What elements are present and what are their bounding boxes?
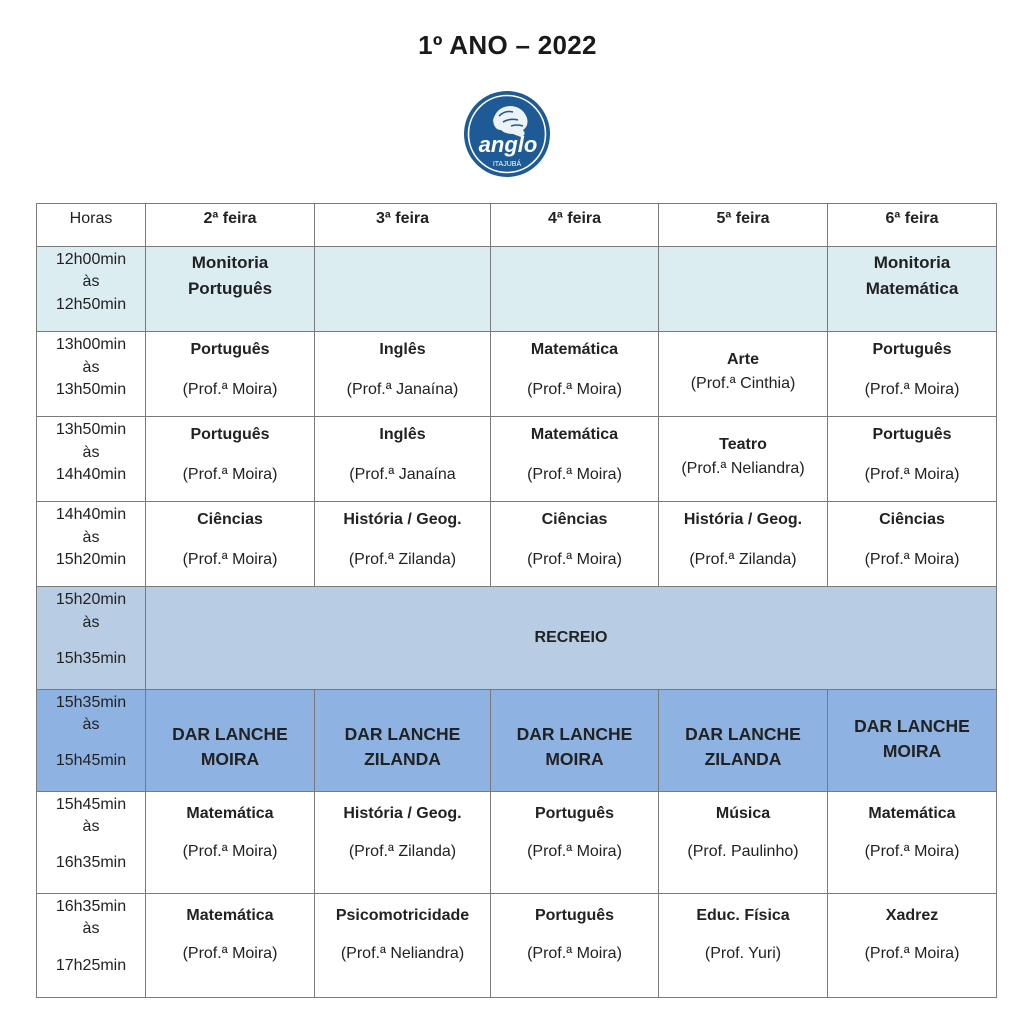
- monitoria-subject: Matemática: [865, 278, 959, 298]
- teacher: (Prof.ª Zilanda): [348, 843, 457, 861]
- header-day: 2ª feira: [146, 204, 315, 247]
- class-cell: [828, 791, 997, 893]
- subject: Português: [190, 426, 270, 444]
- subject: Teatro: [719, 436, 767, 454]
- teacher: (Prof.ª Moira): [864, 843, 960, 861]
- subject: Português: [534, 804, 615, 822]
- empty-cell: [659, 247, 828, 332]
- time-cell: [37, 893, 146, 997]
- subject: Português: [872, 341, 952, 359]
- lanche-text: DAR LANCHE MOIRA: [172, 723, 288, 769]
- class-cell: [146, 893, 315, 997]
- time-start: 14h40min: [55, 506, 127, 524]
- teacher: (Prof.ª Moira): [864, 380, 960, 398]
- header-day: 3ª feira: [315, 204, 491, 247]
- time-sep: às: [82, 920, 100, 938]
- teacher: (Prof.ª Zilanda): [348, 550, 457, 568]
- lanche-cell: [659, 689, 828, 791]
- time-start: 15h35min: [55, 693, 127, 711]
- teacher: (Prof. Paulinho): [687, 843, 799, 861]
- class-cell: [315, 893, 491, 997]
- teacher: (Prof.ª Moira): [527, 380, 622, 398]
- header-horas: Horas: [37, 204, 146, 247]
- subject: História / Geog.: [343, 511, 462, 529]
- time-start: 13h00min: [55, 336, 127, 354]
- header-day: 5ª feira: [659, 204, 828, 247]
- time-end: 16h35min: [55, 854, 127, 872]
- lanche-cell: [146, 689, 315, 791]
- recreio-row: [37, 587, 997, 689]
- teacher: (Prof.ª Moira): [527, 550, 622, 568]
- time-sep: às: [82, 818, 100, 836]
- subject: Matemática: [186, 906, 274, 924]
- schedule-table: [36, 203, 997, 998]
- class-cell: [491, 893, 659, 997]
- time-cell: [37, 417, 146, 502]
- subject: Xadrez: [885, 906, 939, 924]
- subject: Psicomotricidade: [335, 906, 470, 924]
- subject: História / Geog.: [683, 511, 803, 529]
- monitoria-title: Monitoria: [191, 253, 269, 273]
- time-cell: [37, 689, 146, 791]
- teacher: (Prof.ª Moira): [527, 945, 622, 963]
- subject: Português: [190, 341, 270, 359]
- teacher: (Prof.ª Moira): [182, 380, 278, 398]
- time-end: 15h20min: [55, 551, 127, 569]
- teacher: (Prof.ª Moira): [864, 550, 960, 568]
- class-cell: [491, 332, 659, 417]
- lanche-cell: [315, 689, 491, 791]
- teacher: (Prof.ª Janaína: [349, 465, 456, 483]
- schedule-row: [37, 247, 997, 332]
- anglo-logo: [463, 90, 551, 178]
- lanche-text: DAR LANCHE MOIRA: [516, 723, 633, 769]
- lanche-text: DAR LANCHE ZILANDA: [685, 723, 801, 769]
- lanche-cell: [828, 689, 997, 791]
- class-cell: [659, 893, 828, 997]
- time-start: 15h45min: [55, 795, 127, 813]
- teacher: (Prof. Yuri): [704, 945, 782, 963]
- time-cell: [37, 791, 146, 893]
- header-day: 6ª feira: [828, 204, 997, 247]
- lanche-row: [37, 689, 997, 791]
- time-cell: [37, 332, 146, 417]
- time-sep: às: [82, 715, 100, 733]
- subject: Ciências: [197, 511, 263, 529]
- time-end: 13h50min: [55, 380, 127, 398]
- time-end: 15h45min: [55, 752, 127, 770]
- class-cell: [828, 332, 997, 417]
- teacher: (Prof.ª Moira): [182, 843, 278, 861]
- time-cell: [37, 502, 146, 587]
- teacher: (Prof.ª Moira): [527, 843, 622, 861]
- monitoria-title: Monitoria: [873, 253, 951, 273]
- time-sep: às: [82, 443, 100, 461]
- teacher: (Prof.ª Janaína): [346, 380, 459, 398]
- time-start: 15h20min: [55, 591, 127, 609]
- subject: Português: [872, 426, 952, 444]
- class-cell: [491, 417, 659, 502]
- class-cell: [828, 247, 997, 332]
- class-cell: [659, 791, 828, 893]
- time-cell: [37, 587, 146, 689]
- subject: Arte: [726, 351, 759, 369]
- empty-cell: [491, 247, 659, 332]
- teacher: (Prof.ª Moira): [182, 465, 278, 483]
- time-sep: às: [82, 273, 100, 291]
- time-start: 16h35min: [55, 897, 127, 915]
- subject: Inglês: [379, 426, 426, 444]
- teacher: (Prof.ª Moira): [182, 550, 278, 568]
- class-cell: [146, 791, 315, 893]
- time-sep: às: [82, 613, 100, 631]
- schedule-row: [37, 417, 997, 502]
- logo-text: anglo: [478, 132, 538, 157]
- time-cell: [37, 247, 146, 332]
- teacher: (Prof.ª Moira): [864, 945, 960, 963]
- class-cell: [828, 893, 997, 997]
- schedule-row: [37, 791, 997, 893]
- schedule-row: [37, 502, 997, 587]
- time-start: 13h50min: [55, 421, 127, 439]
- subject: Educ. Física: [696, 906, 790, 924]
- time-end: 17h25min: [55, 956, 127, 974]
- class-cell: [315, 502, 491, 587]
- page-title: 1º ANO – 2022: [418, 30, 597, 60]
- class-cell: [146, 247, 315, 332]
- monitoria-subject: Português: [187, 278, 273, 298]
- subject: Matemática: [530, 426, 619, 444]
- lanche-text: DAR LANCHE ZILANDA: [344, 723, 461, 769]
- class-cell: [659, 332, 828, 417]
- subject: Inglês: [379, 341, 426, 359]
- subject: Matemática: [186, 804, 274, 822]
- class-cell: [315, 332, 491, 417]
- class-cell: [659, 417, 828, 502]
- class-cell: [315, 791, 491, 893]
- logo-subtext: ITAJUBÁ: [492, 161, 522, 168]
- subject: Português: [534, 906, 615, 924]
- time-end: 12h50min: [55, 295, 127, 313]
- class-cell: [659, 502, 828, 587]
- empty-cell: [315, 247, 491, 332]
- time-end: 14h40min: [55, 466, 127, 484]
- subject: Matemática: [868, 804, 956, 822]
- time-end: 15h35min: [55, 650, 127, 668]
- schedule-row: [37, 893, 997, 997]
- class-cell: [491, 502, 659, 587]
- teacher: (Prof.ª Cinthia): [690, 374, 796, 392]
- time-sep: às: [82, 528, 100, 546]
- time-start: 12h00min: [55, 251, 127, 269]
- class-cell: [146, 417, 315, 502]
- subject: Música: [715, 804, 771, 822]
- schedule-row: [37, 332, 997, 417]
- subject: Ciências: [879, 511, 945, 529]
- teacher: (Prof.ª Moira): [182, 945, 278, 963]
- teacher: (Prof.ª Moira): [864, 465, 960, 483]
- lanche-text: DAR LANCHE MOIRA: [854, 715, 970, 761]
- class-cell: [146, 332, 315, 417]
- teacher: (Prof.ª Moira): [527, 465, 622, 483]
- subject: Ciências: [541, 511, 608, 529]
- teacher: (Prof.ª Neliandra): [340, 945, 465, 963]
- subject: História / Geog.: [343, 804, 462, 822]
- class-cell: [828, 502, 997, 587]
- class-cell: [828, 417, 997, 502]
- teacher: (Prof.ª Neliandra): [681, 459, 805, 477]
- subject: Matemática: [530, 341, 619, 359]
- class-cell: [491, 791, 659, 893]
- recreio-label: RECREIO: [146, 587, 997, 689]
- header-day: 4ª feira: [491, 204, 659, 247]
- class-cell: [315, 417, 491, 502]
- time-sep: às: [82, 358, 100, 376]
- teacher: (Prof.ª Zilanda): [689, 550, 797, 568]
- header-row: [37, 204, 997, 247]
- lanche-cell: [491, 689, 659, 791]
- class-cell: [146, 502, 315, 587]
